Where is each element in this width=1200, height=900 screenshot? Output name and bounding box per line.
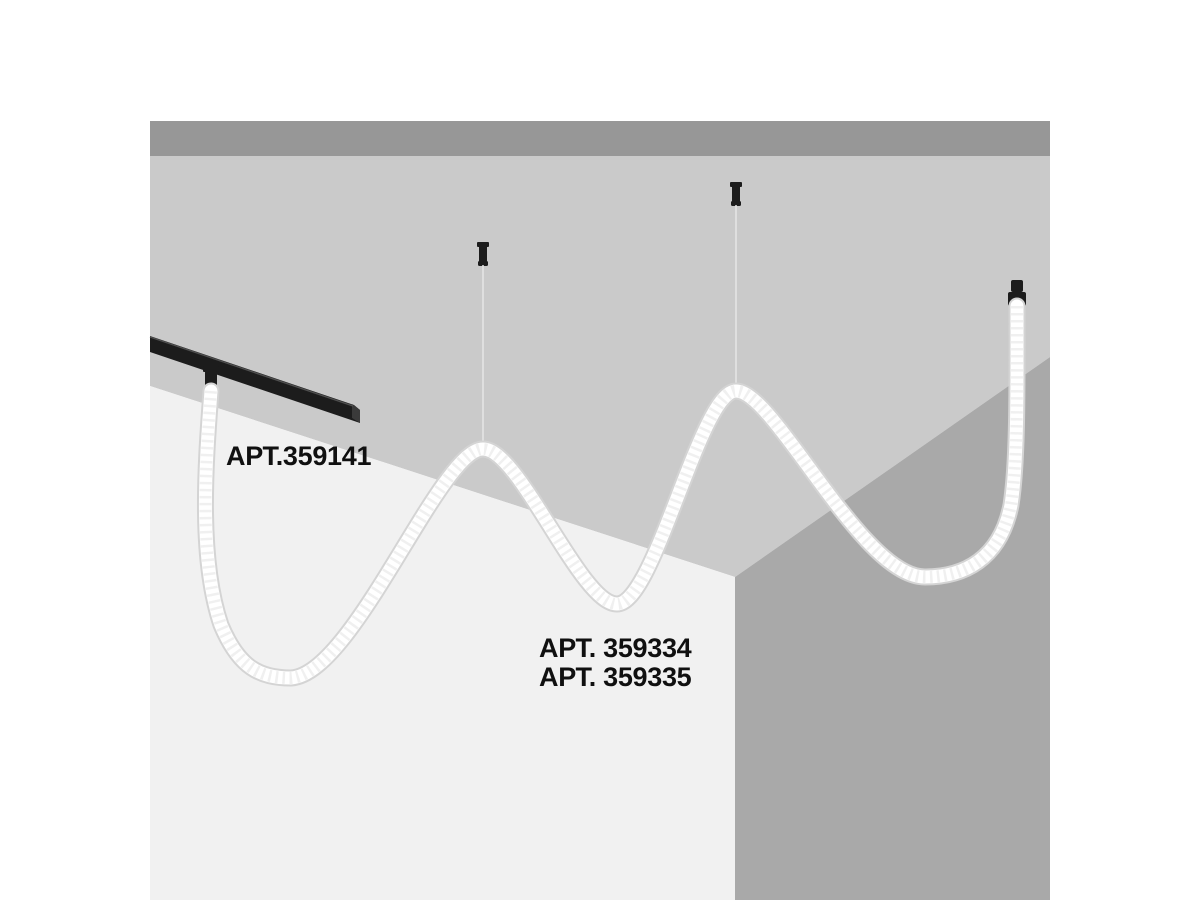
label-cord-article-2: АРТ. 359335 <box>539 662 692 692</box>
label-cord-article-1: АРТ. 359334 <box>539 633 692 663</box>
mount-body <box>479 246 487 263</box>
end-fitting-cap <box>1011 280 1023 292</box>
back-wall-band <box>150 121 1050 158</box>
mount-body <box>732 186 740 203</box>
label-cord-articles <box>539 634 691 692</box>
label-track-article: АРТ.359141 <box>226 441 372 471</box>
